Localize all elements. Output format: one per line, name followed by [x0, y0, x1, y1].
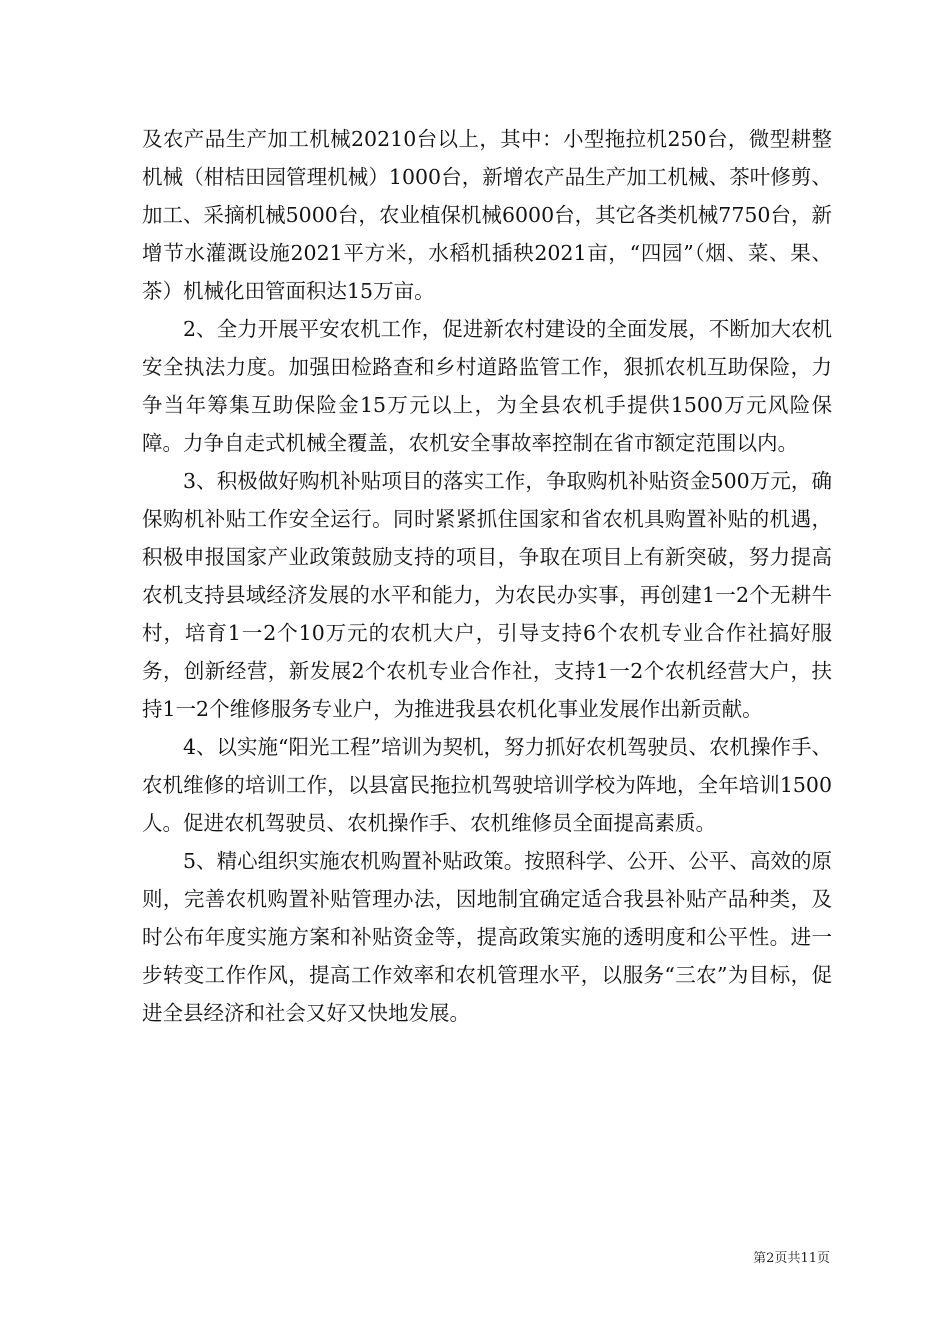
paragraph-item-4: 4、以实施“阳光工程”培训为契机，努力抓好农机驾驶员、农机操作手、农机维修的培训工作，以县富民拖拉机驾驶培训学校为阵地，全年培训1500人。促进农机驾驶员、农机操作手、农机维修员全面提高素质。 — [142, 735, 833, 835]
paragraph-item-2: 2、全力开展平安农机工作，促进新农村建设的全面发展，不断加大农机安全执法力度。加强田检路查和乡村道路监管工作，狠抓农机互助保险，力争当年筹集互助保险金15万元以上，为全县农机手提供1500万元风险保障。力争自走式机械全覆盖，农机安全事故率控制在省市额定范围以内。 — [142, 317, 832, 455]
paragraph-continuation: 及农产品生产加工机械20210台以上，其中：小型拖拉机250台，微型耕整机械（柑桔田园管理机械）1000台，新增农产品生产加工机械、茶叶修剪、加工、采摘机械5000台，农业植保机械6000台，其它各类机械7750台，新增节水灌溉设施2021平方米，水稻机插秧2021亩，“四园”（烟、菜、果、茶）机械化田管面积达15万亩。 — [142, 127, 832, 303]
document-body — [142, 120, 832, 1032]
paragraph-item-5: 5、精心组织实施农机购置补贴政策。按照科学、公开、公平、高效的原则，完善农机购置补贴管理办法，因地制宜确定适合我县补贴产品种类，及时公布年度实施方案和补贴资金等，提高政策实施的透明度和公平性。进一步转变工作作风，提高工作效率和农机管理水平，以服务“三农”为目标，促进全县经济和社会又好又快地发展。 — [142, 849, 832, 1025]
page-number-footer: 第2页共11页 — [753, 1251, 830, 1266]
paragraph-item-3: 3、积极做好购机补贴项目的落实工作，争取购机补贴资金500万元，确保购机补贴工作安全运行。同时紧紧抓住国家和省农机具购置补贴的机遇，积极申报国家产业政策鼓励支持的项目，争取在项目上有新突破，努力提高农机支持县域经济发展的水平和能力，为农民办实事，再创建1一2个无耕牛村，培育1一2个10万元的农机大户，引导支持6个农机专业合作社搞好服务，创新经营，新发展2个农机专业合作社，支持1一2个农机经营大户，扶持1一2个维修服务专业户，为推进我县农机化事业发展作出新贡献。 — [142, 469, 832, 721]
